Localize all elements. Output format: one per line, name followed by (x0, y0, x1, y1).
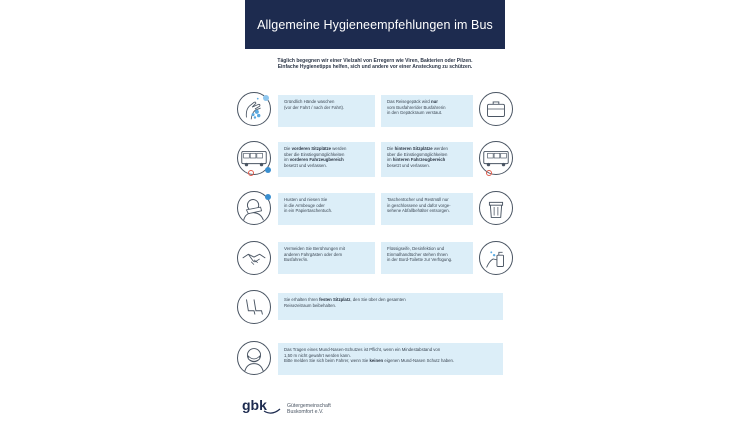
tip-cough (278, 193, 375, 225)
tip-luggage-line-1b: nur (430, 99, 438, 104)
tip-rear-1c: werden (432, 146, 448, 151)
tip-front-1a: Die (284, 146, 292, 151)
tip-front-2: über die Einstiegsmöglichkeiten (284, 151, 345, 157)
tip-soap-1: Flüssigseife, Desinfektion und (387, 246, 445, 251)
tip-seat-1a: Sie erhalten Ihren (284, 297, 320, 302)
tip-luggage-line-1a: Das Reisegepäck wird (387, 99, 431, 104)
tip-soap-3: in der Bord-Toilette zur Verfügung. (387, 257, 453, 263)
tip-rear-1a: Die (387, 146, 395, 151)
tip-luggage-line-3: in den Gepäckraum verstaut. (387, 110, 443, 116)
tip-mask-3c: eigenen Mund-Nasen Schutz haben. (383, 358, 455, 364)
logo-text (287, 403, 331, 415)
bus-rear-icon (479, 141, 513, 175)
tip-front-1b: vorderen Sitzplätze (291, 146, 332, 151)
tip-rear-4: besetzt und verlassen. (387, 162, 430, 168)
allowed-badge-cough (265, 194, 271, 200)
tip-hands-line-2: (vor der Fahrt / nach der Fahrt). (284, 104, 345, 110)
tip-rear-3b: hinteren Fahrzeugbereich (392, 157, 446, 163)
tip-contact-2: anderen Fahrgästen oder dem (284, 251, 343, 257)
header-banner (245, 0, 505, 49)
face-mask-icon (237, 341, 271, 375)
tip-front-1c: werden (331, 146, 347, 151)
allowed-badge (265, 167, 271, 173)
page-title: Allgemeine Hygieneempfehlungen im Bus (257, 17, 493, 32)
logo-mark-text: gbk (242, 397, 267, 413)
tip-luggage (381, 95, 473, 127)
tip-contact-1: Vermeiden Sie Berührungen mit (284, 246, 345, 251)
tip-front-seats (278, 142, 375, 177)
tip-contact-3: Busfahrer/in. (284, 257, 309, 263)
trash-can-icon (479, 191, 513, 225)
tip-rear-1b: hinteren Sitzplätze (394, 146, 433, 151)
tip-fixed-seat (278, 293, 503, 320)
intro-line-1: Täglich begegnen wir einer Vielzahl von Erregern wie Viren, Bakterien oder Pilzen. (277, 58, 473, 64)
tip-trash-2: in geschlossene und dafür vorge- (387, 202, 451, 208)
intro-text (253, 58, 497, 71)
tip-hands (278, 95, 375, 127)
info-badge (263, 95, 269, 101)
bus-seat-icon (237, 290, 271, 324)
tip-front-3b: vorderen Fahrzeugbereich (289, 157, 344, 163)
luggage-icon (479, 92, 513, 126)
tip-soap-2: Einmalhandtücher stehen Ihnen (387, 251, 448, 257)
tip-hands-line-1: Gründlich Hände waschen (284, 99, 335, 104)
tip-seat-1c: , den Sie über den gesamten (350, 297, 406, 302)
logo-line-2: Buskomfort e.V. (287, 409, 324, 415)
tip-rear-3a: im (387, 157, 393, 163)
tip-luggage-line-2: vom Busfahrer/der Busfahrerin (387, 104, 446, 110)
forbidden-badge-rear (486, 170, 492, 176)
tip-cough-3: in ein Papiertaschentuch. (284, 208, 333, 214)
tip-trash-3: sehene Abfallbehälter entsorgen. (387, 208, 450, 214)
tip-mask-1: Das Tragen eines Mund-Nasen-Schutzes ist Pflicht, wenn ein Mindestabstand von (284, 347, 441, 352)
tip-seat-2: Reisezeitraum beibehalten. (284, 302, 337, 308)
tip-front-4: besetzt und verlassen. (284, 162, 327, 168)
tip-cough-1: Husten und niesen Sie (284, 197, 328, 202)
tip-seat-1b: festen Sitzplatz (319, 297, 351, 302)
gbk-logo (240, 395, 282, 417)
tip-rear-seats (381, 142, 473, 177)
tip-rear-2: über die Einstiegsmöglichkeiten (387, 151, 448, 157)
tip-front-3a: im (284, 157, 290, 163)
tip-cough-2: in die Armbeuge oder (284, 202, 325, 208)
tip-mask (278, 343, 503, 375)
tip-soap (381, 242, 473, 274)
tip-mask-3b: keinen (369, 358, 384, 364)
forbidden-badge (248, 170, 254, 176)
tip-mask-2: 1,50 m nicht gewahrt werden kann. (284, 352, 351, 358)
intro-line-2: Einfache Hygienetipps helfen, sich und andere vor einer Ansteckung zu schützen. (277, 64, 473, 71)
tip-mask-3a: Bitte melden Sie sich beim Fahrer, wenn Sie (284, 358, 370, 364)
tip-trash-1: Taschentücher und Restmüll nur (387, 197, 449, 202)
handshake-icon (237, 241, 271, 275)
tip-contact (278, 242, 375, 274)
tip-trash (381, 193, 473, 225)
soap-dispenser-icon (479, 241, 513, 275)
logo-line-1: Gütergemeinschaft (287, 403, 331, 409)
